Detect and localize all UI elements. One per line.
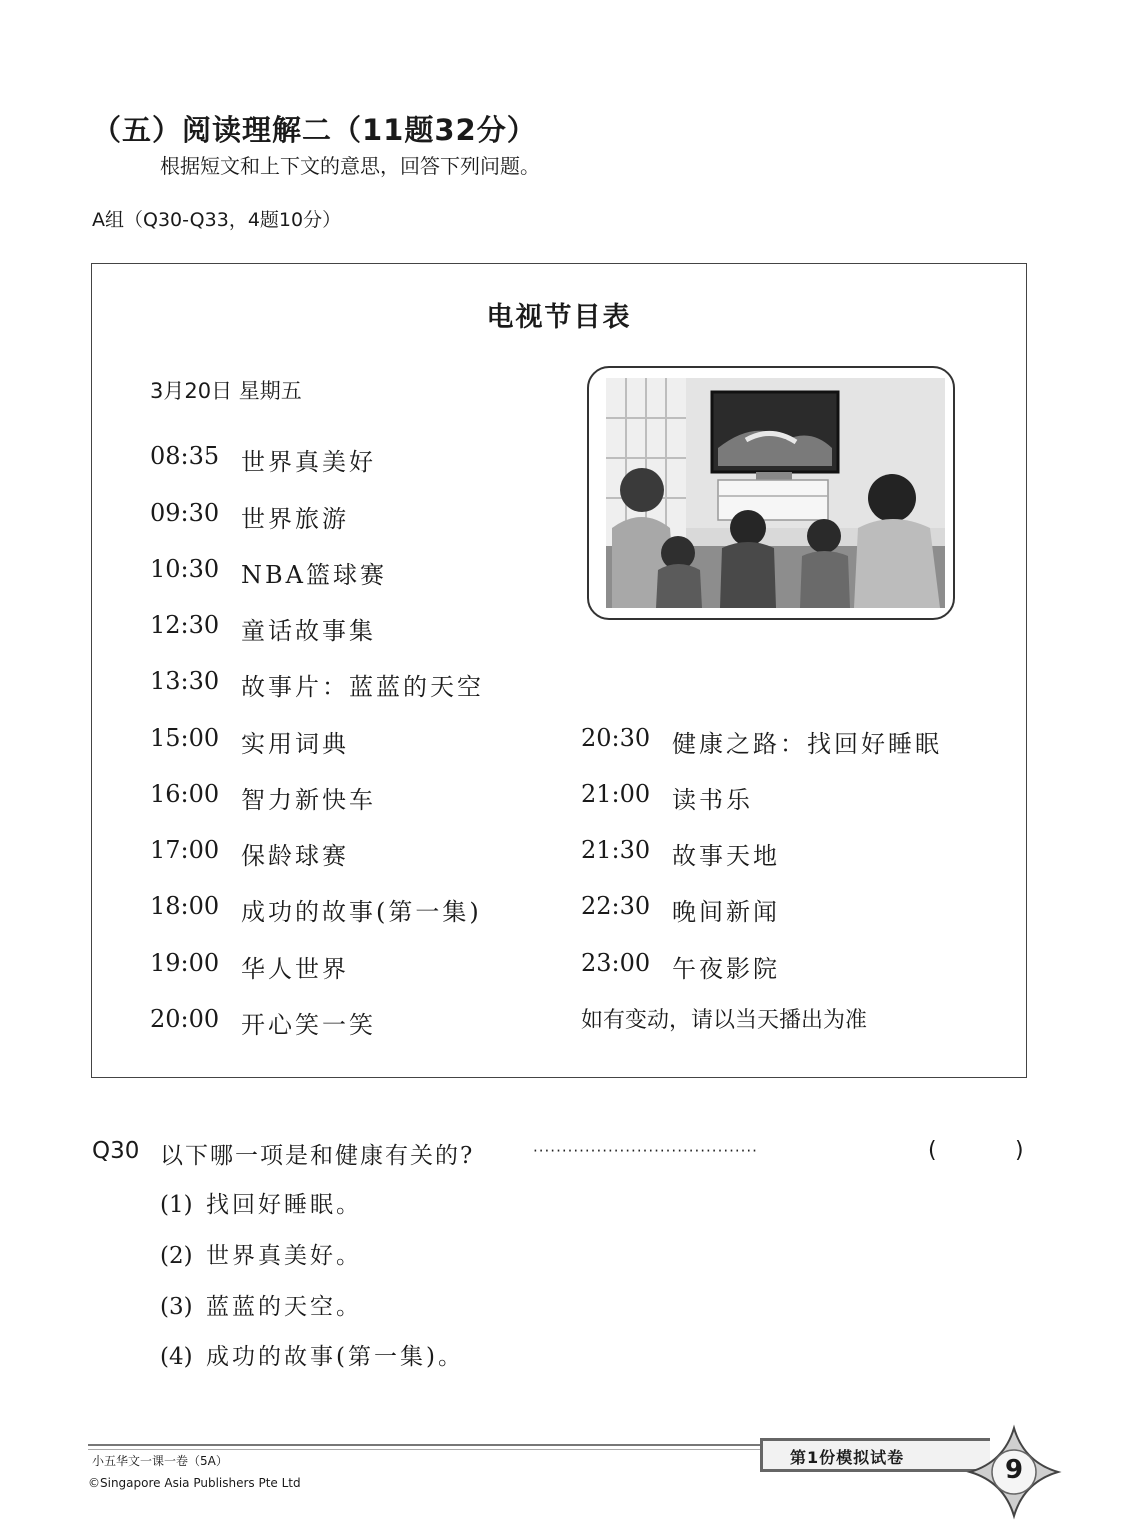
answer-paren-right: ) <box>1015 1138 1024 1163</box>
schedule-program: 故事天地 <box>672 842 780 870</box>
schedule-program: NBA篮球赛 <box>241 561 387 589</box>
schedule-program: 华人世界 <box>241 955 349 983</box>
schedule-program: 实用词典 <box>241 730 349 758</box>
section-title: （五）阅读理解二（11题32分） <box>92 113 537 147</box>
schedule-time: 17:00 <box>150 836 220 864</box>
option-text: 找回好睡眠。 <box>206 1192 362 1218</box>
schedule-program: 世界真美好 <box>241 448 376 476</box>
option-text: 成功的故事(第一集)。 <box>206 1344 464 1370</box>
answer-leader-dots: ······································· <box>533 1142 758 1160</box>
answer-option <box>160 1288 362 1321</box>
schedule-time: 20:00 <box>150 1005 220 1033</box>
family-watching-tv-photo <box>606 378 945 608</box>
answer-option <box>160 1338 464 1371</box>
footer-book-title: 小五华文一课一卷（5A） <box>92 1454 228 1468</box>
schedule-time: 21:30 <box>581 836 651 864</box>
schedule-time: 09:30 <box>150 499 220 527</box>
schedule-time: 16:00 <box>150 780 220 808</box>
schedule-title: 电视节目表 <box>486 302 632 333</box>
schedule-program: 智力新快车 <box>241 786 376 814</box>
schedule-time: 12:30 <box>150 611 220 639</box>
schedule-time: 10:30 <box>150 555 220 583</box>
schedule-time: 22:30 <box>581 892 651 920</box>
schedule-time: 20:30 <box>581 724 651 752</box>
footer-test-label: 第1份模拟试卷 <box>790 1448 905 1467</box>
schedule-program: 故事片：蓝蓝的天空 <box>241 673 484 701</box>
option-number: (2) <box>160 1243 193 1269</box>
schedule-program: 保龄球赛 <box>241 842 349 870</box>
footer-rule-thin <box>88 1449 760 1450</box>
schedule-program: 晚间新闻 <box>672 898 780 926</box>
instructions: 根据短文和上下文的意思，回答下列问题。 <box>160 154 540 178</box>
schedule-date: 3月20日 星期五 <box>150 379 302 403</box>
schedule-program: 开心笑一笑 <box>241 1011 376 1039</box>
schedule-time: 18:00 <box>150 892 220 920</box>
schedule-time: 23:00 <box>581 949 651 977</box>
answer-option <box>160 1237 362 1270</box>
answer-option <box>160 1186 362 1219</box>
schedule-program: 童话故事集 <box>241 617 376 645</box>
question-number: Q30 <box>92 1138 140 1164</box>
schedule-time: 15:00 <box>150 724 220 752</box>
schedule-time: 08:35 <box>150 442 220 470</box>
schedule-time: 19:00 <box>150 949 220 977</box>
option-number: (1) <box>160 1192 193 1218</box>
option-number: (4) <box>160 1344 193 1370</box>
schedule-time: 21:00 <box>581 780 651 808</box>
answer-paren-left: ( <box>928 1138 937 1163</box>
schedule-program: 健康之路：找回好睡眠 <box>672 730 942 758</box>
footer-rule <box>88 1444 760 1446</box>
schedule-program: 成功的故事(第一集) <box>241 898 482 926</box>
group-label: A组（Q30-Q33，4题10分） <box>92 209 342 231</box>
page-number: 9 <box>1004 1455 1024 1485</box>
schedule-time: 13:30 <box>150 667 220 695</box>
footer-copyright: ©Singapore Asia Publishers Pte Ltd <box>88 1476 301 1490</box>
schedule-program: 读书乐 <box>672 786 753 814</box>
option-text: 蓝蓝的天空。 <box>206 1294 362 1320</box>
question-text: 以下哪一项是和健康有关的? <box>160 1143 475 1169</box>
option-text: 世界真美好。 <box>206 1243 362 1269</box>
schedule-program: 午夜影院 <box>672 955 780 983</box>
option-number: (3) <box>160 1294 193 1320</box>
schedule-program: 世界旅游 <box>241 505 349 533</box>
schedule-note: 如有变动，请以当天播出为准 <box>581 1008 868 1033</box>
